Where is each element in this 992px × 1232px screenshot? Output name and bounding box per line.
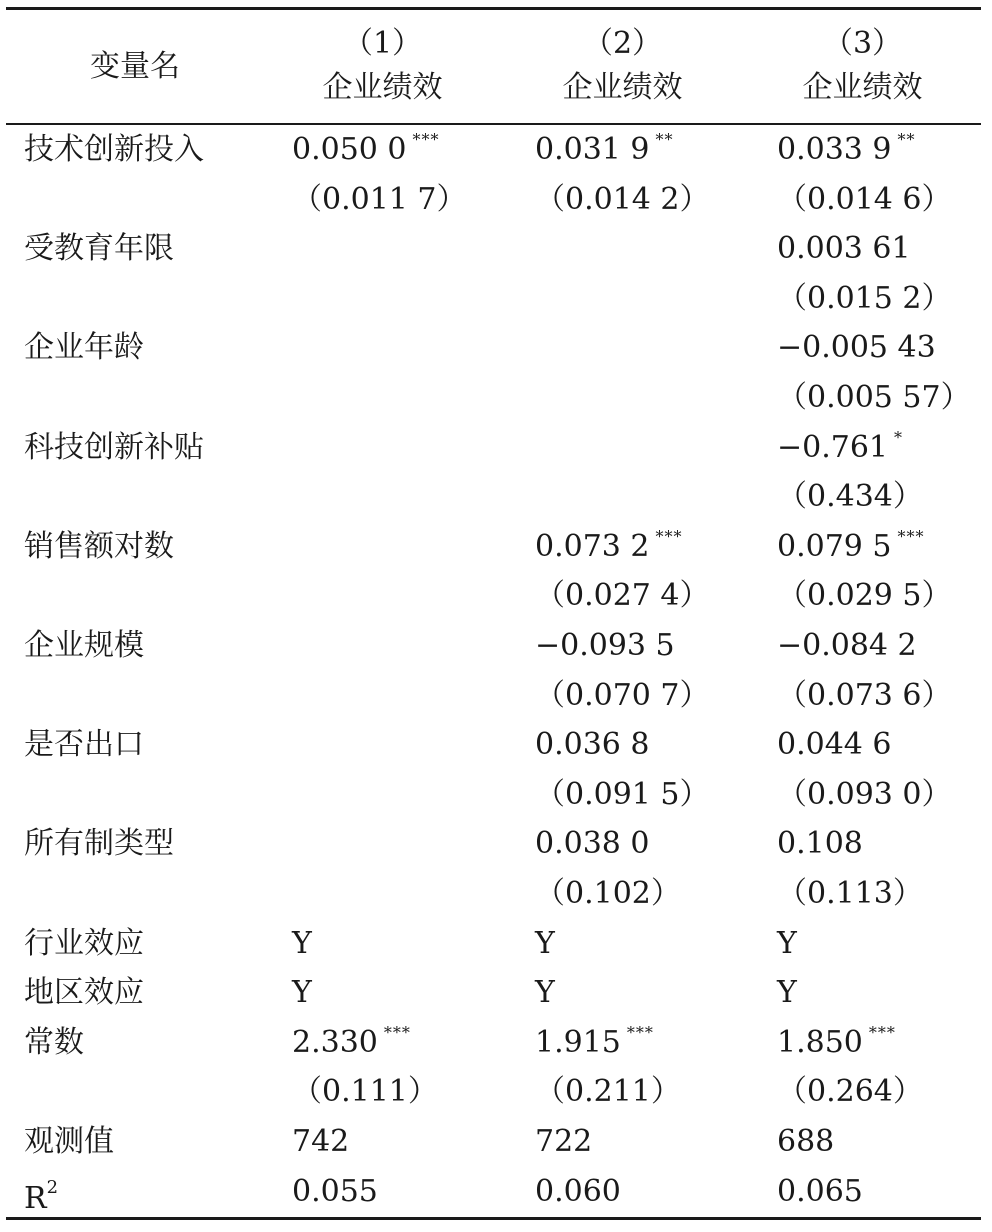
table-cell-c2	[535, 968, 555, 1018]
table-cell-c2	[535, 175, 710, 225]
significance-stars: ***	[655, 526, 683, 546]
significance-stars: ***	[383, 1022, 411, 1042]
table-cell-c2	[535, 819, 650, 869]
table-cell-c3	[777, 274, 952, 324]
table-cell-c2	[535, 671, 710, 721]
table-cell-c2	[535, 720, 650, 770]
cell-value: Y	[535, 975, 555, 1011]
table-cell-c2	[535, 869, 681, 919]
cell-value: 0.036 8	[535, 727, 650, 763]
row-label-text: 技术创新投入	[24, 132, 204, 167]
cell-value: Y	[777, 975, 797, 1011]
row-label	[24, 224, 174, 274]
cell-value: （0.073 6）	[777, 677, 952, 713]
cell-value: 0.055	[292, 1173, 378, 1209]
row-label	[24, 522, 174, 572]
row-label	[24, 621, 144, 671]
row-label-text: 企业规模	[24, 628, 144, 663]
cell-value: −0.761	[777, 429, 889, 465]
row-label	[24, 423, 204, 473]
table-cell-c1	[292, 968, 312, 1018]
header-col-3	[780, 22, 945, 110]
cell-value: （0.027 4）	[535, 578, 710, 614]
row-label-superscript: 2	[46, 1176, 59, 1198]
table-cell-c3	[777, 819, 863, 869]
cell-value: Y	[535, 925, 555, 961]
row-label	[24, 720, 144, 770]
cell-value: 742	[292, 1124, 350, 1159]
header-col-dv: 企业绩效	[562, 70, 683, 105]
row-label	[24, 1018, 84, 1068]
row-label-text: 地区效应	[24, 975, 144, 1011]
header-col-dv: 企业绩效	[802, 70, 923, 105]
header-col-num: （2）	[582, 26, 663, 61]
table-cell-c1	[292, 1167, 378, 1217]
cell-value: 0.108	[777, 826, 863, 862]
table-cell-c3	[777, 919, 797, 969]
cell-value: 2.330	[292, 1024, 378, 1060]
header-col-dv: 企业绩效	[322, 70, 443, 105]
row-label-text: 销售额对数	[24, 528, 174, 564]
table-cell-c3	[777, 1167, 863, 1217]
table-cell-c2	[535, 919, 555, 969]
cell-value: （0.014 6）	[777, 181, 952, 217]
row-label	[24, 919, 144, 969]
table-cell-c2	[535, 621, 675, 671]
cell-value: −0.005 43	[777, 330, 936, 366]
row-label-text: 受教育年限	[24, 231, 174, 267]
table-cell-c2	[535, 1167, 621, 1217]
table-cell-c1	[292, 175, 467, 225]
table-cell-c3	[777, 968, 797, 1018]
table-cell-c1	[292, 1067, 438, 1117]
row-label-text: R	[24, 1180, 47, 1216]
cell-value: 0.065	[777, 1173, 863, 1209]
row-label-text: 常数	[24, 1024, 84, 1060]
cell-value: （0.070 7）	[535, 677, 710, 713]
cell-value: −0.084 2	[777, 628, 917, 663]
row-label-text: 行业效应	[24, 925, 144, 961]
header-var-label: 变量名	[90, 49, 180, 84]
table-cell-c3	[777, 1117, 834, 1167]
table-cell-c2	[535, 1117, 592, 1167]
table-cell-c1	[292, 919, 312, 969]
cell-value: 0.050 0	[292, 132, 407, 167]
top-rule	[6, 7, 981, 10]
table-cell-c3	[777, 1067, 923, 1117]
cell-value: 0.003 61	[777, 231, 911, 267]
table-cell-c1	[292, 1117, 349, 1167]
cell-value: −0.093 5	[535, 628, 675, 663]
table-cell-c2	[535, 125, 674, 175]
cell-value: Y	[777, 925, 797, 961]
cell-value: （0.102）	[535, 876, 681, 911]
cell-value: 0.060	[535, 1173, 621, 1209]
cell-value: 1.915	[535, 1024, 621, 1060]
row-label	[24, 1167, 58, 1224]
table-cell-c3	[777, 323, 936, 373]
row-label	[24, 819, 174, 869]
table-cell-c3	[777, 1018, 896, 1068]
cell-value: 1.850	[777, 1024, 863, 1060]
cell-value: （0.111）	[292, 1074, 438, 1110]
row-label-text: 科技创新补贴	[24, 429, 204, 465]
cell-value: 0.031 9	[535, 132, 650, 167]
header-col-num: （3）	[822, 26, 903, 61]
row-label	[24, 968, 144, 1018]
table-cell-c1	[292, 1018, 411, 1068]
significance-stars: *	[894, 427, 904, 447]
table-cell-c2	[535, 522, 683, 572]
table-cell-c3	[777, 175, 952, 225]
cell-value: 0.073 2	[535, 528, 650, 564]
table-cell-c3	[777, 671, 952, 721]
bottom-rule	[6, 1217, 981, 1220]
table-cell-c3	[777, 621, 917, 671]
cell-value: （0.211）	[535, 1074, 681, 1110]
table-cell-c3	[777, 869, 923, 919]
table-cell-c1	[292, 125, 440, 175]
cell-value: 0.038 0	[535, 826, 650, 862]
significance-stars: ***	[897, 526, 925, 546]
significance-stars: ***	[412, 130, 440, 149]
cell-value: 0.033 9	[777, 132, 892, 167]
cell-value: （0.434）	[777, 479, 923, 515]
cell-value: 0.079 5	[777, 528, 892, 564]
cell-value: Y	[292, 975, 312, 1011]
table-cell-c3	[777, 373, 971, 423]
cell-value: （0.014 2）	[535, 181, 710, 217]
table-cell-c2	[535, 770, 710, 820]
cell-value: （0.113）	[777, 876, 923, 911]
row-label-text: 企业年龄	[24, 330, 144, 366]
table-cell-c2	[535, 1067, 681, 1117]
cell-value: （0.264）	[777, 1074, 923, 1110]
cell-value: （0.091 5）	[535, 776, 710, 812]
cell-value: （0.015 2）	[777, 280, 952, 316]
cell-value: 0.044 6	[777, 727, 892, 763]
row-label-text: 是否出口	[24, 727, 144, 763]
table-cell-c3	[777, 423, 903, 473]
significance-stars: ***	[626, 1022, 654, 1042]
table-cell-c3	[777, 770, 952, 820]
table-cell-c3	[777, 224, 911, 274]
cell-value: Y	[292, 925, 312, 961]
table-cell-c2	[535, 571, 710, 621]
row-label-text: 所有制类型	[24, 826, 174, 862]
cell-value: （0.093 0）	[777, 776, 952, 812]
header-col-2	[540, 22, 705, 110]
significance-stars: ***	[868, 1022, 896, 1042]
header-col-1	[300, 22, 465, 110]
cell-value: （0.029 5）	[777, 578, 952, 614]
table-cell-c2	[535, 1018, 654, 1068]
cell-value: 722	[535, 1124, 593, 1159]
row-label	[24, 1117, 114, 1167]
cell-value: （0.005 57）	[777, 380, 971, 415]
table-cell-c3	[777, 720, 892, 770]
cell-value: （0.011 7）	[292, 181, 467, 217]
row-label-text: 观测值	[24, 1124, 114, 1159]
header-col-num: （1）	[342, 26, 423, 61]
table-cell-c3	[777, 125, 916, 175]
cell-value: 688	[777, 1124, 835, 1159]
table-cell-c3	[777, 522, 925, 572]
table-cell-c3	[777, 571, 952, 621]
significance-stars: **	[655, 130, 674, 149]
row-label	[24, 125, 204, 175]
significance-stars: **	[897, 130, 916, 149]
row-label	[24, 323, 144, 373]
table-cell-c3	[777, 472, 923, 522]
